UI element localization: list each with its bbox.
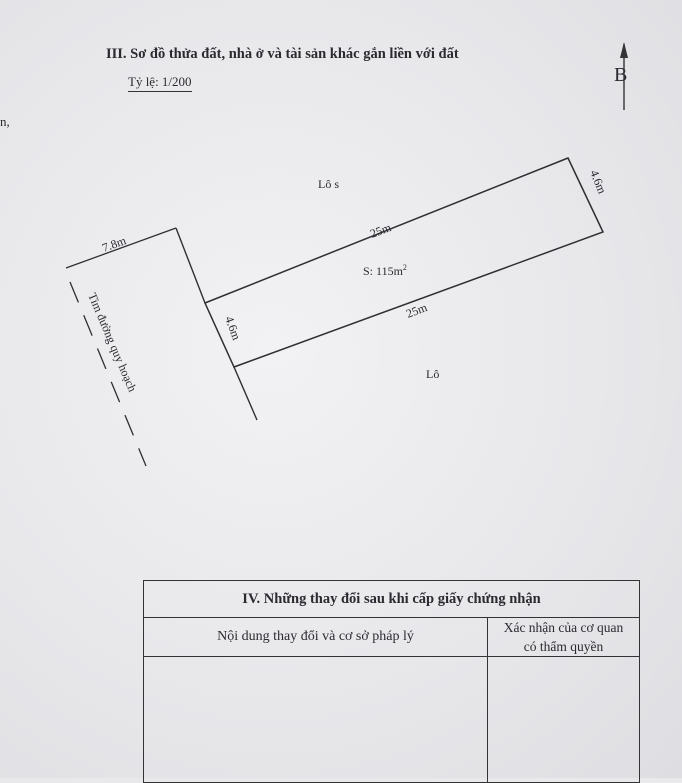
changes-table bbox=[143, 580, 640, 783]
front-width-label: 7.8m bbox=[100, 233, 128, 255]
bottom-length-label: 25m bbox=[404, 300, 430, 321]
confirmation-line-2: có thẩm quyền bbox=[523, 639, 604, 654]
area-label: S: $115m^2$ bbox=[363, 263, 407, 278]
confirmation-line-1: Xác nhận của cơ quan bbox=[503, 620, 624, 635]
column-header-confirmation bbox=[488, 618, 640, 657]
confirmation-cell bbox=[488, 657, 640, 783]
column-header-content: Nội dung thay đổi và cơ sở pháp lý bbox=[144, 618, 488, 657]
front-extension-line-lower bbox=[234, 367, 257, 420]
right-side-label: 4.6m bbox=[587, 167, 610, 196]
cut-off-text: n, bbox=[0, 114, 10, 129]
north-arrowhead-icon bbox=[620, 42, 628, 58]
road-label: Tim đường quy hoạch bbox=[85, 290, 140, 394]
north-indicator-letter: B bbox=[614, 64, 628, 86]
road-centerline bbox=[70, 282, 146, 466]
top-length-label: 25m bbox=[368, 220, 394, 241]
front-extension-line bbox=[176, 228, 205, 303]
left-side-label: 4.6m bbox=[222, 314, 244, 342]
neighbor-top-label: Lô s bbox=[318, 177, 339, 191]
changes-table-title: IV. Những thay đổi sau khi cấp giấy chứng nhận bbox=[144, 581, 640, 618]
content-cell bbox=[144, 657, 488, 783]
scale-label: Tỷ lệ: 1/200 bbox=[128, 74, 192, 92]
section-title: III. Sơ đồ thửa đất, nhà ở và tài sản khác gắn liền với đất bbox=[106, 46, 459, 62]
neighbor-bottom-label: Lô bbox=[426, 367, 440, 381]
